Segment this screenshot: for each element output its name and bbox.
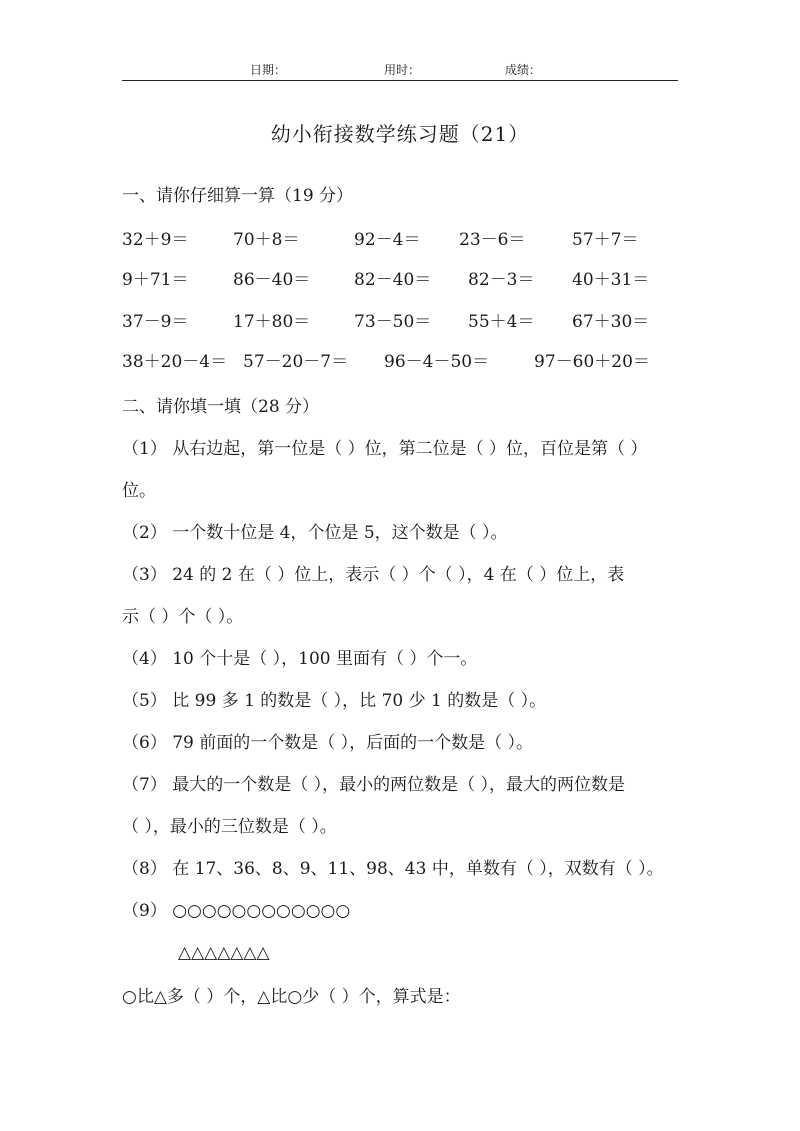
score-label: 成绩： <box>505 63 542 77</box>
question-8: （8） 在 17、36、8、9、11、98、43 中，单数有（ ），双数有（ ）。 <box>122 859 664 879</box>
question-9-prompt: ○比△多（ ）个，△比○少（ ）个，算式是： <box>122 987 461 1007</box>
equation: 38＋20－4＝ <box>122 352 228 372</box>
question-5: （5） 比 99 多 1 的数是（ ），比 70 少 1 的数是（ ）。 <box>122 691 547 711</box>
header-bar <box>122 58 678 81</box>
equation: 37－9＝ <box>122 312 189 332</box>
equation: 97－60＋20＝ <box>534 352 650 372</box>
question-3-cont: 示（ ）个（ ）。 <box>122 607 244 627</box>
equation: 96－4－50＝ <box>384 352 490 372</box>
question-1-cont: 位。 <box>122 481 156 501</box>
question-3: （3） 24 的 2 在（ ）位上，表示（ ）个（ ），4 在（ ）位上，表 <box>122 565 625 585</box>
section1-heading: 一、请你仔细算一算（19 分） <box>122 186 354 206</box>
question-7: （7） 最大的一个数是（ ），最小的两位数是（ ），最大的两位数是 <box>122 775 626 795</box>
equation: 9＋71＝ <box>122 270 189 290</box>
question-4: （4） 10 个十是（ ），100 里面有（ ）个一。 <box>122 649 478 669</box>
equation: 55＋4＝ <box>468 312 535 332</box>
equation: 17＋80＝ <box>233 312 311 332</box>
equation: 32＋9＝ <box>122 230 189 250</box>
time-label: 用时： <box>384 63 421 77</box>
page-title: 幼小衔接数学练习题（21） <box>270 122 530 146</box>
equation: 57＋7＝ <box>572 230 639 250</box>
equation: 23－6＝ <box>459 230 526 250</box>
equation: 82－3＝ <box>468 270 535 290</box>
section2-heading: 二、请你填一填（28 分） <box>122 397 320 417</box>
question-2: （2） 一个数十位是 4，个位是 5，这个数是（ ）。 <box>122 523 508 543</box>
equation: 82－40＝ <box>354 270 432 290</box>
triangle-row: △△△△△△△ <box>178 943 270 963</box>
question-9: （9） ○○○○○○○○○○○○ <box>122 901 351 921</box>
equation: 57－20－7＝ <box>243 352 349 372</box>
equation: 86－40＝ <box>233 270 311 290</box>
equation: 92－4＝ <box>354 230 421 250</box>
question-1: （1） 从右边起，第一位是（ ）位，第二位是（ ）位，百位是第（ ） <box>122 439 648 459</box>
question-7-cont: （ ），最小的三位数是（ ）。 <box>122 817 337 837</box>
question-6: （6） 79 前面的一个数是（ ），后面的一个数是（ ）。 <box>122 733 534 753</box>
equation: 40＋31＝ <box>572 270 650 290</box>
equation: 70＋8＝ <box>233 230 300 250</box>
equation: 73－50＝ <box>354 312 432 332</box>
equation: 67＋30＝ <box>572 312 650 332</box>
date-label: 日期： <box>250 63 287 77</box>
